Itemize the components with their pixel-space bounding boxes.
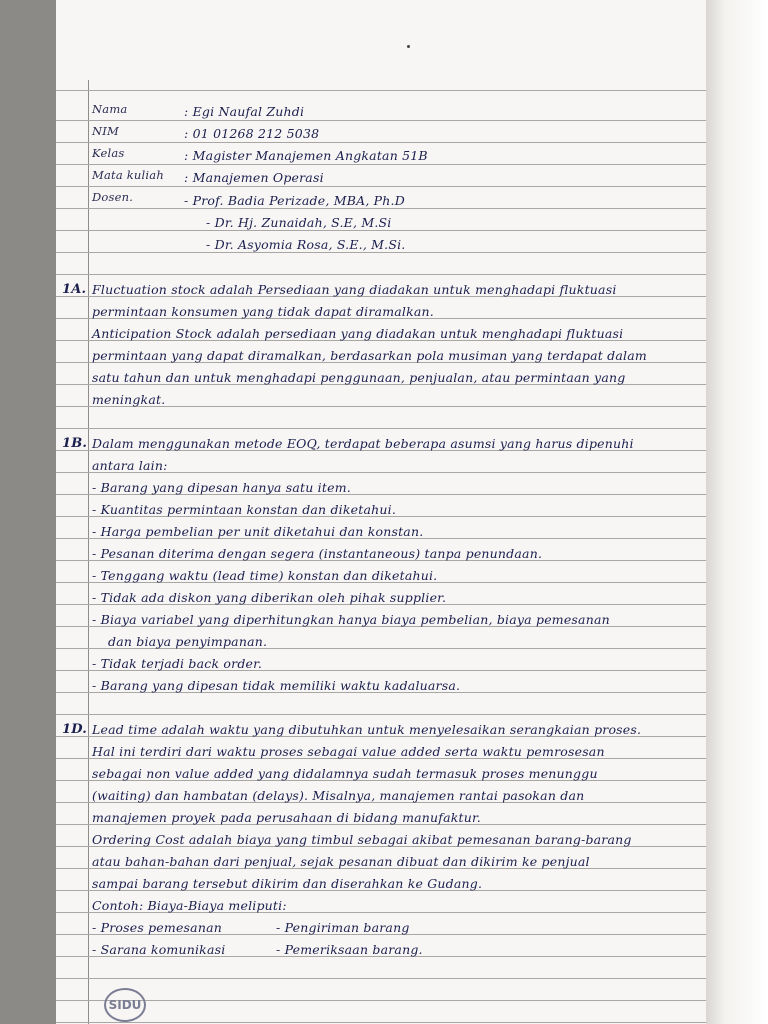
ruled-line (56, 142, 708, 143)
page-edge-shadow (706, 0, 768, 1024)
notebook-page (56, 0, 708, 1024)
dosen-3: - Dr. Asyomia Rosa, S.E., M.Si. (206, 237, 406, 252)
answer-1d-line: sebagai non value added yang didalamnya sudah termasuk proses menunggu (92, 766, 598, 781)
kelas-value: : Magister Manajemen Angkatan 51B (184, 148, 428, 163)
answer-1d-line: Hal ini terdiri dari waktu proses sebagai value added serta waktu pemrosesan (92, 744, 605, 759)
ruled-line (56, 252, 708, 253)
answer-number-1b: 1B. (62, 436, 88, 451)
kelas-label: Kelas (92, 146, 125, 160)
nama-label: Nama (92, 102, 128, 116)
ruled-line (56, 120, 708, 121)
answer-1d-line: (waiting) dan hambatan (delays). Misalnya, manajemen rantai pasokan dan (92, 788, 585, 803)
answer-1b-line: dan biaya penyimpanan. (108, 634, 268, 649)
answer-1b-line: - Tidak ada diskon yang diberikan oleh pihak supplier. (92, 590, 447, 605)
ruled-line (56, 1022, 708, 1023)
answer-1a-line: meningkat. (92, 392, 166, 407)
dosen-label: Dosen. (92, 190, 134, 204)
answer-1a-line: permintaan konsumen yang tidak dapat diramalkan. (92, 304, 434, 319)
answer-number-1d: 1D. (62, 722, 87, 737)
answer-1d-line: atau bahan-bahan dari penjual, sejak pesanan dibuat dan dikirim ke penjual (92, 854, 590, 869)
answer-1d-line: manajemen proyek pada perusahaan di bidang manufaktur. (92, 810, 481, 825)
answer-1b-line: antara lain: (92, 458, 168, 473)
answer-1b-line: - Barang yang dipesan tidak memiliki waktu kadaluarsa. (92, 678, 461, 693)
answer-1b-line: - Tidak terjadi back order. (92, 656, 263, 671)
ruled-line (56, 1000, 708, 1001)
page-stamp: SIDU (104, 988, 146, 1022)
ruled-line (56, 164, 708, 165)
example-item: - Proses pemesanan (92, 920, 222, 935)
answer-1d-line: Contoh: Biaya-Biaya meliputi: (92, 898, 287, 913)
answer-1b-line: - Harga pembelian per unit diketahui dan konstan. (92, 524, 424, 539)
example-item: - Sarana komunikasi (92, 942, 226, 957)
answer-1b-line: - Pesanan diterima dengan segera (instantaneous) tanpa penundaan. (92, 546, 543, 561)
ruled-line (56, 90, 708, 91)
answer-1b-line: - Barang yang dipesan hanya satu item. (92, 480, 351, 495)
answer-1b-line: - Tenggang waktu (lead time) konstan dan diketahui. (92, 568, 438, 583)
answer-1d-line: sampai barang tersebut dikirim dan diserahkan ke Gudang. (92, 876, 483, 891)
answer-number-1a: 1A. (62, 282, 87, 297)
answer-1d-line: Ordering Cost adalah biaya yang timbul sebagai akibat pemesanan barang-barang (92, 832, 632, 847)
ruled-line (56, 186, 708, 187)
nama-value: : Egi Naufal Zuhdi (184, 104, 305, 119)
ruled-line (56, 428, 708, 429)
margin-line (88, 80, 89, 1024)
answer-1a-line: Anticipation Stock adalah persediaan yang diadakan untuk menghadapi fluktuasi (92, 326, 624, 341)
example-item: - Pengiriman barang (276, 920, 410, 935)
ink-dot (407, 45, 410, 48)
answer-1a-line: satu tahun dan untuk menghadapi penggunaan, penjualan, atau permintaan yang (92, 370, 626, 385)
matkul-value: : Manajemen Operasi (184, 170, 324, 185)
ruled-line (56, 714, 708, 715)
answer-1a-line: Fluctuation stock adalah Persediaan yang diadakan untuk menghadapi fluktuasi (92, 282, 617, 297)
dosen-1: - Prof. Badia Perizade, MBA, Ph.D (184, 193, 405, 208)
dosen-2: - Dr. Hj. Zunaidah, S.E, M.Si (206, 215, 392, 230)
matkul-label: Mata kuliah (92, 168, 164, 182)
answer-1d-line: Lead time adalah waktu yang dibutuhkan untuk menyelesaikan serangkaian proses. (92, 722, 642, 737)
ruled-line (56, 208, 708, 209)
answer-1b-line: Dalam menggunakan metode EOQ, terdapat beberapa asumsi yang harus dipenuhi (92, 436, 634, 451)
answer-1b-line: - Kuantitas permintaan konstan dan diketahui. (92, 502, 396, 517)
answer-1b-line: - Biaya variabel yang diperhitungkan hanya biaya pembelian, biaya pemesanan (92, 612, 610, 627)
ruled-line (56, 978, 708, 979)
example-item: - Pemeriksaan barang. (276, 942, 423, 957)
ruled-line (56, 274, 708, 275)
nim-value: : 01 01268 212 5038 (184, 126, 320, 141)
ruled-line (56, 230, 708, 231)
nim-label: NIM (92, 124, 119, 138)
answer-1a-line: permintaan yang dapat diramalkan, berdasarkan pola musiman yang terdapat dalam (92, 348, 647, 363)
